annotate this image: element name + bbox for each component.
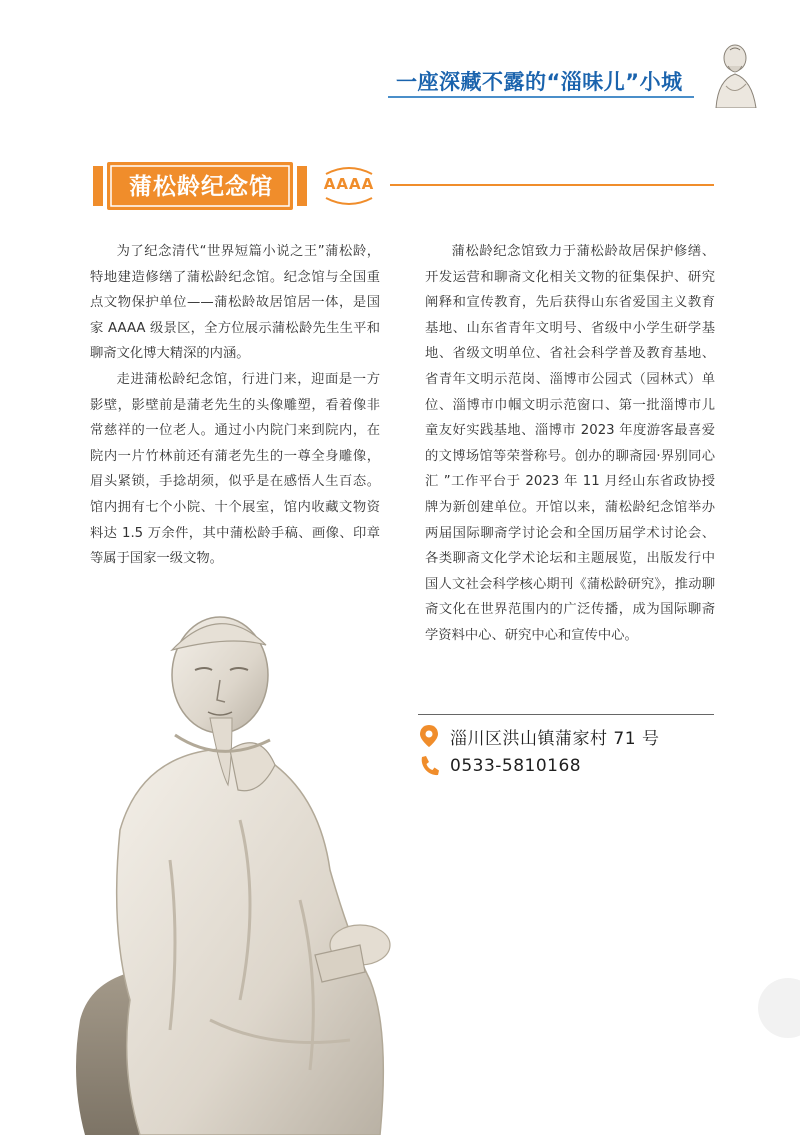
right-column [425, 239, 715, 649]
phone-row [418, 752, 581, 780]
address-row [418, 722, 659, 750]
right-paragraph-1: 蒲松龄纪念馆致力于蒲松龄故居保护修缮、开发运营和聊斋文化相关文物的征集保护、研究阐释和宣传教育，先后获得山东省爱国主义教育基地、山东省青年文明号、省级中小学生研学基地、省级文明单位、省社会科学普及教育基地、省青年文明示范岗、淄博市公园式（园林式）单位、淄博市巾帼文明示范窗口、第一批淄博市儿童友好实践基地、淄博市 2023 年度游客最喜爱的文博场馆等荣誉称号。创办的聊斋园·界别同心汇 ”工作平台于 2023 年 11 月经山东省政协授牌为新创建单位。开馆以来，蒲松龄纪念馆举办两届国际聊斋学讨论会和全国历届学术讨论会、各类聊斋文化学术论坛和主题展览，出版发行中国人文社会科学核心期刊《蒲松龄研究》，推动聊斋文化在世界范围内的广泛传播，成为国际聊斋学资料中心、研究中心和宣传中心。 [425, 244, 715, 643]
phone-text: 0533-5810168 [450, 756, 582, 776]
aaaa-rating-badge: AAAA [323, 175, 375, 193]
contact-divider [418, 714, 714, 715]
left-paragraph-1: 为了纪念清代“世界短篇小说之王”蒲松龄，特地建造修缮了蒲松龄纪念馆。纪念馆与全国重点文物保护单位——蒲松龄故居馆居一体，是国家 AAAA 级景区，全方位展示蒲松龄先生生平和聊斋文化博大精深的内涵。 [90, 244, 380, 362]
address-text: 淄川区洪山镇蒲家村 71 号 [450, 728, 660, 749]
page-corner-decoration [758, 978, 800, 1038]
running-header-title: 一座深藏不露的“淄味儿”小城 [396, 70, 683, 94]
left-column [90, 239, 380, 572]
pu-songling-statue-image [60, 600, 440, 1135]
header-rule [388, 96, 694, 98]
left-paragraph-2: 走进蒲松龄纪念馆，行进门来，迎面是一方影壁，影壁前是蒲老先生的头像雕塑，看着像非常慈祥的一位老人。通过小内院门来到院内，在院内一片竹林前还有蒲老先生的一尊全身雕像，眉头紧锁，手捻胡须，似乎是在感悟人生百态。馆内拥有七个小院、十个展室，馆内收藏文物资料达 1.5 万余件，其中蒲松龄手稿、画像、印章等属于国家一级文物。 [90, 371, 380, 567]
header-portrait-image [702, 38, 768, 108]
section-title: 蒲松龄纪念馆 [129, 174, 273, 200]
title-rule [390, 184, 714, 186]
